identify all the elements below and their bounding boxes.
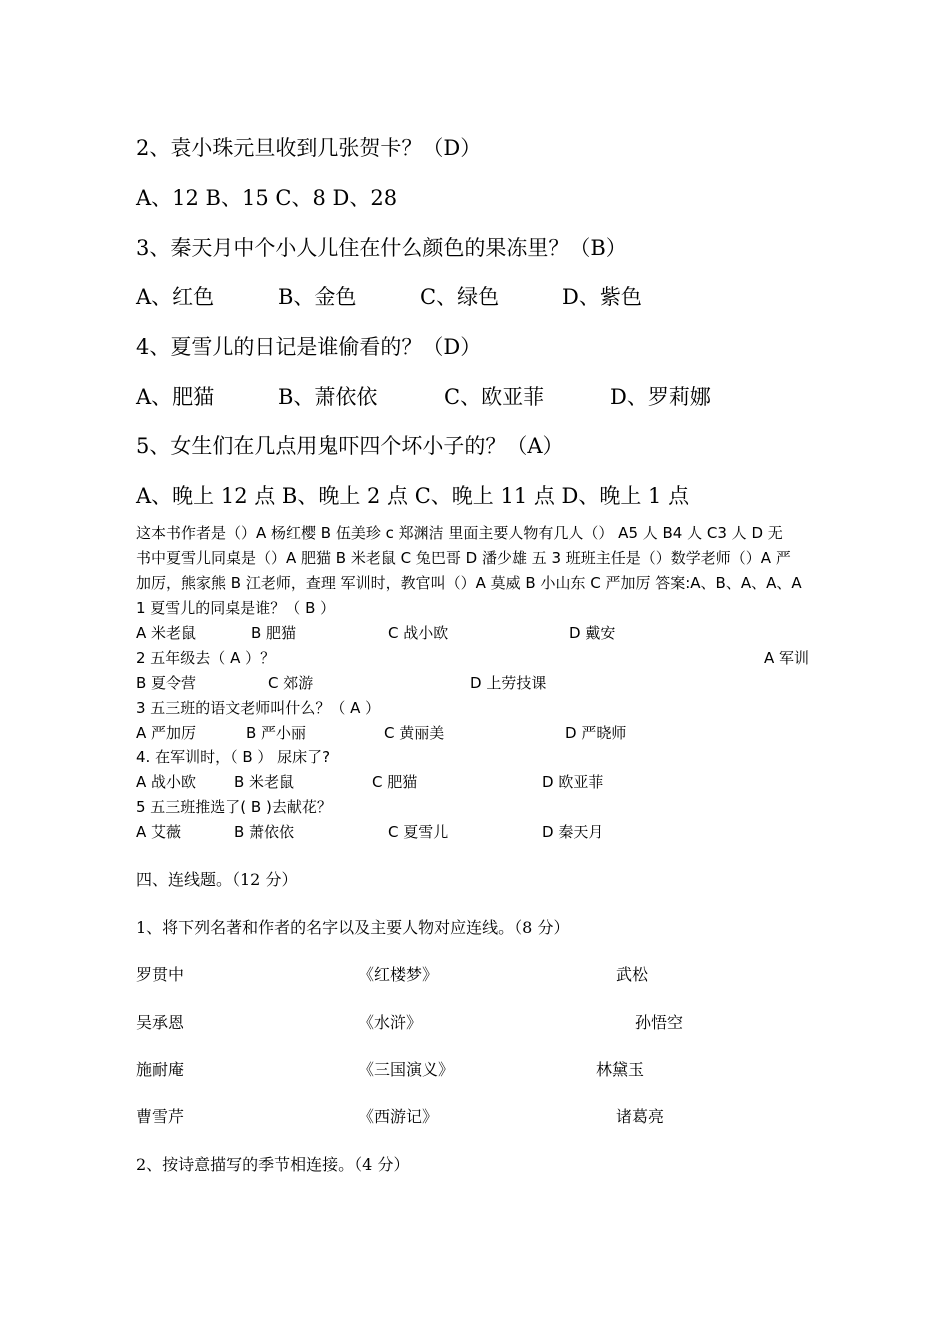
- paragraph-line-2: 书中夏雪儿同桌是（）A 肥猫 B 米老鼠 C 兔巴哥 D 潘少雄 五 3 班班主任是（）数学老师（）A 严: [136, 549, 791, 567]
- small-q5-option-c: C 夏雪儿: [388, 823, 449, 841]
- paragraph-line-3: 加厉，熊家熊 B 江老师，查理 军训时，教官叫（）A 莫威 B 小山东 C 严加厉 答案:A、B、A、A、A: [136, 574, 802, 592]
- question-5: 5、女生们在几点用鬼吓四个坏小子的？（A）: [136, 434, 564, 458]
- small-q4-option-d: D 欧亚菲: [542, 773, 604, 791]
- small-q2-option-b: B 夏令营: [136, 674, 197, 692]
- question-4: 4、夏雪儿的日记是谁偷看的？（D）: [136, 335, 482, 359]
- small-q3-option-c: C 黄丽美: [384, 724, 445, 742]
- section-4-sub2: 2、按诗意描写的季节相连接。（4 分）: [136, 1155, 410, 1174]
- question-3-option-d: D、紫色: [562, 285, 642, 309]
- match-book-2: 《水浒》: [358, 1013, 423, 1032]
- small-q1-option-c: C 战小欧: [388, 624, 449, 642]
- small-q4-option-b: B 米老鼠: [234, 773, 295, 791]
- match-person-2: 孙悟空: [635, 1013, 684, 1032]
- small-q1-option-d: D 戴安: [569, 624, 616, 642]
- small-q4-option-c: C 肥猫: [372, 773, 418, 791]
- small-q3-option-b: B 严小丽: [246, 724, 307, 742]
- match-person-1: 武松: [616, 965, 649, 984]
- match-author-3: 施耐庵: [136, 1060, 185, 1079]
- small-question-3: 3 五三班的语文老师叫什么？（ A ）: [136, 699, 381, 717]
- small-question-4: 4. 在军训时，（ B ） 尿床了?: [136, 748, 331, 766]
- small-q5-option-a: A 艾薇: [136, 823, 182, 841]
- small-q2-option-d: D 上劳技课: [470, 674, 547, 692]
- small-q2-option-c: C 郊游: [268, 674, 314, 692]
- question-3: 3、秦天月中个小人儿住在什么颜色的果冻里？（B）: [136, 236, 627, 260]
- question-3-option-c: C、绿色: [420, 285, 500, 309]
- match-book-3: 《三国演义》: [358, 1060, 455, 1079]
- match-person-3: 林黛玉: [596, 1060, 645, 1079]
- small-question-1: 1 夏雪儿的同桌是谁？（ B ）: [136, 599, 336, 617]
- small-q5-option-b: B 萧依依: [234, 823, 295, 841]
- small-q1-option-b: B 肥猫: [251, 624, 297, 642]
- question-4-option-c: C、欧亚菲: [444, 385, 545, 409]
- question-2: 2、袁小珠元旦收到几张贺卡？（D）: [136, 136, 482, 160]
- small-question-5: 5 五三班推选了( B )去献花？: [136, 798, 332, 816]
- small-q3-option-d: D 严晓师: [565, 724, 627, 742]
- small-q5-option-d: D 秦天月: [542, 823, 604, 841]
- small-question-2: 2 五年级去（ A ）？: [136, 649, 276, 667]
- paragraph-line-1: 这本书作者是（）A 杨红樱 B 伍美珍 c 郑渊洁 里面主要人物有几人（） A5 人 B4 人 C3 人 D 无: [136, 524, 783, 542]
- question-5-options: A、晚上 12 点 B、晚上 2 点 C、晚上 11 点 D、晚上 1 点: [136, 484, 690, 508]
- small-q3-option-a: A 严加厉: [136, 724, 197, 742]
- match-author-1: 罗贯中: [136, 965, 185, 984]
- question-4-option-a: A、肥猫: [136, 385, 215, 409]
- match-author-2: 吴承恩: [136, 1013, 185, 1032]
- match-book-4: 《西游记》: [358, 1107, 439, 1126]
- section-4-sub1: 1、将下列名著和作者的名字以及主要人物对应连线。（8 分）: [136, 918, 570, 937]
- question-3-option-a: A、红色: [136, 285, 215, 309]
- match-book-1: 《红楼梦》: [358, 965, 439, 984]
- question-4-option-d: D、罗莉娜: [610, 385, 711, 409]
- question-3-option-b: B、金色: [278, 285, 357, 309]
- small-q2-option-a: A 军训: [764, 649, 810, 667]
- section-4-title: 四、连线题。（12 分）: [136, 870, 298, 889]
- match-author-4: 曹雪芹: [136, 1107, 185, 1126]
- small-q1-option-a: A 米老鼠: [136, 624, 197, 642]
- match-person-4: 诸葛亮: [616, 1107, 665, 1126]
- question-4-option-b: B、萧依依: [278, 385, 378, 409]
- question-2-options: A、12 B、15 C、8 D、28: [136, 186, 398, 210]
- small-q4-option-a: A 战小欧: [136, 773, 197, 791]
